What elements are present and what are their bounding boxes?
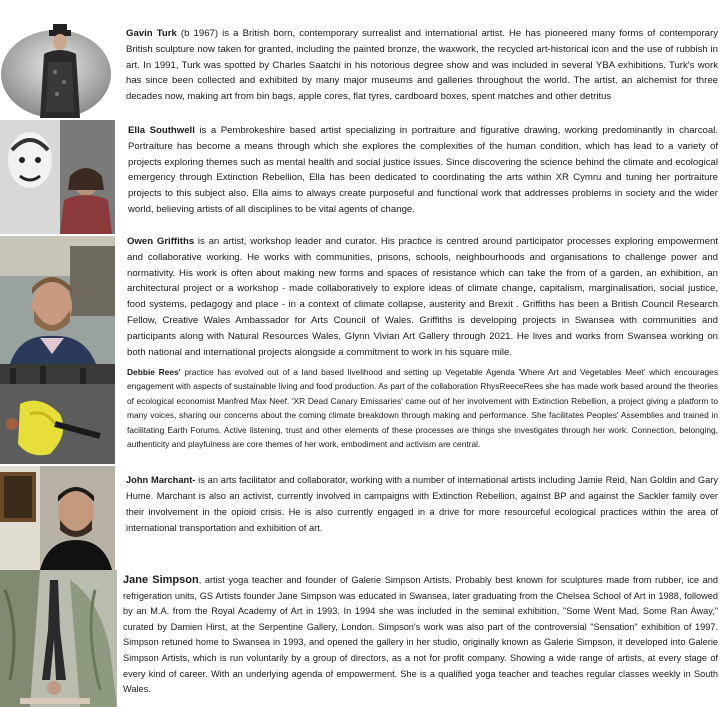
- bio-ella-southwell: [0, 118, 720, 234]
- bio-text-debbie-rees: [127, 365, 718, 451]
- bio-text-owen-griffiths: [127, 234, 718, 360]
- photo-jane-simpson: [0, 570, 117, 707]
- bio-gavin-turk: [0, 0, 720, 118]
- artist-name: Gavin Turk: [126, 28, 177, 39]
- bio-body: practice has evolved out of a land based livelihood and setting up Vegetable Agenda 'Where Art and Vegetables Meet' which encourages engagement with aspects of sustainable living and food production. As part of the collaboration RhysReeceRees she has made work based around the theories of ecological economist Manfred Max Neef. 'XR Dead Canary Emissaries' came out of her involvement with Extinction Rebellion, a project giving a platform to many voices, sharing our concerns about the coming climate breakdown through making and performance. She facilitates Peoples' Assemblies and trained in facilitating Earth Forums. Active listening, trust and other elements of these processes are things she investigates through her work. Connection, belonging, authenticity and playfulness are core themes of her work, embodiment and activism are central.: [127, 367, 719, 450]
- bio-text-gavin-turk: [126, 26, 718, 105]
- photo-gavin-turk: [0, 22, 112, 118]
- photo-owen-griffiths: [0, 236, 115, 364]
- bio-body: is an artist, workshop leader and curator. His practice is centred around participator processes exploring empowerment and collaborative working. He works with communities, prisons, schools, neighbourhoods and organisations to challenge power and normativity. His work is often about making new forms and spaces of resistance which can take the from of a garden, an exhibition, an architectural project or a workshop - made collaboratively to explore ideas of climate change, capitalism, marginalisation, social justice, food systems, pedagogy and place - in a context of climate collapse, austerity and Brexit . Griffiths has been a British Council Research Fellow, Creative Wales Ambassador for Arts Council of Wales. Griffiths is developing projects in Swansea with communities and participants along with Natural Resources Wales, Glynn Vivian Art Gallery through 2021. He lives and works from Swansea working on both national and international projects alongside a commitment to work in his square mile.: [127, 236, 718, 358]
- bio-body: (b 1967) is a British born, contemporary surrealist and international artist. He has pioneered many forms of contemporary British sculpture now taken for granted, including the painted bronze, the waxwork, the recycled art-historical icon and the use of rubbish in art. In 1991, Turk was spotted by Charles Saatchi in his notorious degree show and was included in several YBA exhibitions. Turk's work has since been collected and exhibited by many major museums and galleries throughout the world. The artist, an alchemist for three decades now, making art from bin bags, apple cores, flat tyres, cardboard boxes, spent matches and other detritus: [126, 28, 719, 103]
- photo-ella-southwell: [0, 120, 115, 234]
- bio-text-ella-southwell: [128, 123, 718, 218]
- bio-debbie-rees: [0, 364, 720, 466]
- bio-john-marchant: [0, 466, 720, 570]
- bio-jane-simpson: [0, 570, 720, 707]
- artist-name: Owen Griffiths: [127, 236, 195, 247]
- bio-body: is an arts facilitator and collaborator, working with a number of international artists including Jamie Reid, Nan Goldin and Gary Hume. Marchant is also an activist, currently involved in campaigns with Extinction Rebellion, against BP and against the Sackler family over their involvement in the opioid crisis. He is also currently engaged in a drive for more resourceful ecological practices within the area of international transportation and exhibition of art.: [126, 475, 718, 533]
- bio-body: is a Pembrokeshire based artist specializing in portraiture and figurative drawing, working predominantly in charcoal. Portraiture has become a means through which she explores the complexities of the human condition, which has lead to a variety of projects exploring themes such as mental health and social justice issues. Since discovering the science behind the climate and ecological emergency through Extinction Rebellion, Ella has been dedicated to coordinating the arts within XR Cymru and tuning her portraiture projects to this subject also. Ella aims to always create purposeful and functional work that addresses problems in society and the wider world, believing artists of all disciplines to be vital agents of change.: [128, 125, 718, 215]
- artist-name: Jane Simpson: [123, 574, 199, 586]
- photo-debbie-rees: [0, 364, 115, 464]
- artist-name: Debbie Rees': [127, 367, 181, 377]
- bio-owen-griffiths: [0, 234, 720, 364]
- photo-john-marchant: [0, 466, 115, 570]
- artist-name: John Marchant-: [126, 475, 196, 485]
- artist-name: Ella Southwell: [128, 125, 195, 136]
- bio-text-jane-simpson: [123, 573, 718, 698]
- bio-text-john-marchant: [126, 472, 718, 536]
- bio-body: , artist yoga teacher and founder of Galerie Simpson Artists. Probably best known for sculptures made from rubber, ice and refrigeration units, GS Artists founder Jane Simpson was educated in Swansea, later graduating from the Chelsea School of Art in 1988, followed by an M.A. from the Royal Academy of Art in 1993. In 1994 she was included in the seminal exhibition, "Some Went Mad, Some Ran Away," curated by Damien Hirst, at the Serpentine Gallery, London. Simpson's work was also part of the controversial "Sensation" exhibition of 1997. Simpson retuned home to Swansea in 1993, and opened the gallery in her studio, originally known as Galerie Simpson, it developed into Galerie Simpson Artists, which is run voluntarily by a group of directors, as a not for profit company. Showing a wide range of artists, at every stage of every kind of career. With an underlying agenda of empowerment. She is a qualified yoga teacher and teaches regular classes weekly in South Wales.: [123, 575, 719, 695]
